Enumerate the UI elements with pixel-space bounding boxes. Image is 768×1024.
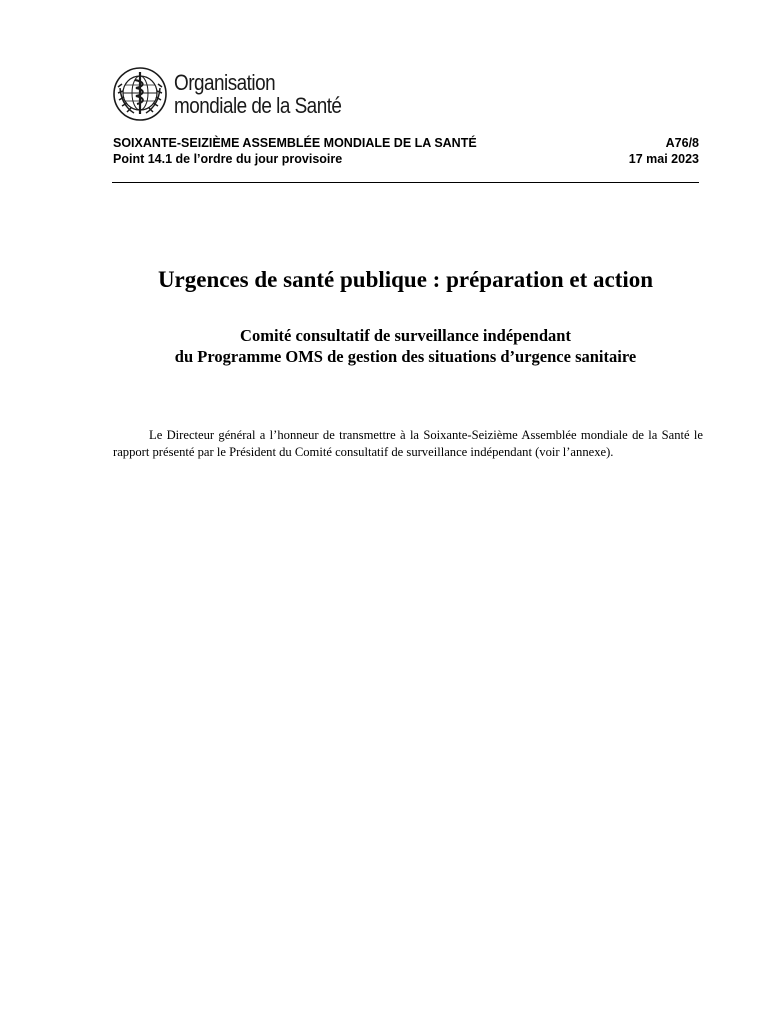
subtitle-line2: du Programme OMS de gestion des situations d’urgence sanitaire <box>174 347 637 366</box>
who-emblem-icon <box>112 66 168 122</box>
document-date: 17 mai 2023 <box>628 152 699 166</box>
assembly-name: SOIXANTE-SEIZIÈME ASSEMBLÉE MONDIALE DE LA SANTÉ <box>113 136 477 150</box>
organization-name-line2: mondiale de la Santé <box>174 93 342 118</box>
document-title: Urgences de santé publique : préparation et action <box>157 267 654 292</box>
organization-name <box>174 71 341 117</box>
header-row-1 <box>113 135 699 151</box>
document-subtitle <box>0 325 768 367</box>
document-header <box>113 135 699 167</box>
agenda-item: Point 14.1 de l’ordre du jour provisoire <box>113 152 343 166</box>
body-paragraph: Le Directeur général a l’honneur de transmettre à la Soixante-Seizième Assemblée mondiale de la Santé le rapport présenté par le Président du Comité consultatif de surveillance indépendant (voir l’annexe). <box>113 427 703 459</box>
header-row-2 <box>113 151 699 167</box>
organization-name-line1: Organisation <box>174 70 276 95</box>
subtitle-line1: Comité consultatif de surveillance indépendant <box>240 326 571 345</box>
header-divider <box>112 182 699 183</box>
document-number: A76/8 <box>665 136 699 150</box>
who-logo <box>112 66 369 122</box>
